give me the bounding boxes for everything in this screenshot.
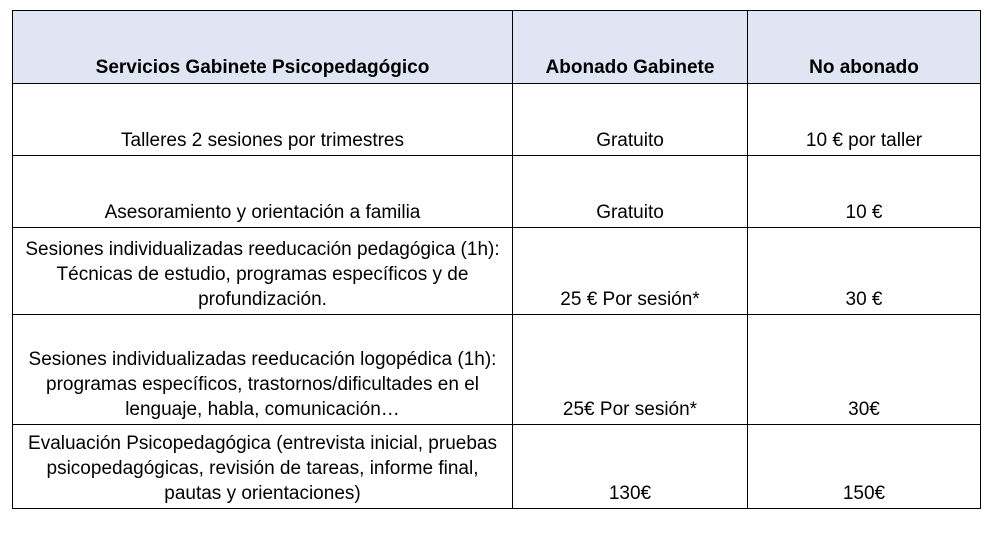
table-header-row (13, 11, 981, 84)
table-row (13, 84, 981, 156)
non-subscriber-price-cell: 10 € (748, 156, 981, 228)
header-services: Servicios Gabinete Psicopedagógico (13, 11, 513, 84)
service-cell: Talleres 2 sesiones por trimestres (13, 84, 513, 156)
subscriber-price-cell: 130€ (513, 425, 748, 509)
table-row (13, 156, 981, 228)
header-non-subscriber: No abonado (748, 11, 981, 84)
table-row (13, 315, 981, 425)
table-row (13, 425, 981, 509)
service-cell: Sesiones individualizadas reeducación logopédica (1h): programas específicos, trastornos/dificultades en el lenguaje, habla, comunicación… (13, 315, 513, 425)
pricing-table (12, 10, 981, 509)
header-subscriber: Abonado Gabinete (513, 11, 748, 84)
non-subscriber-price-cell: 30€ (748, 315, 981, 425)
service-cell: Sesiones individualizadas reeducación pedagógica (1h): Técnicas de estudio, programas específicos y de profundización. (13, 228, 513, 315)
subscriber-price-cell: 25€ Por sesión* (513, 315, 748, 425)
subscriber-price-cell: Gratuito (513, 84, 748, 156)
non-subscriber-price-cell: 10 € por taller (748, 84, 981, 156)
non-subscriber-price-cell: 30 € (748, 228, 981, 315)
table-row (13, 228, 981, 315)
subscriber-price-cell: 25 € Por sesión* (513, 228, 748, 315)
service-cell: Asesoramiento y orientación a familia (13, 156, 513, 228)
non-subscriber-price-cell: 150€ (748, 425, 981, 509)
subscriber-price-cell: Gratuito (513, 156, 748, 228)
service-cell: Evaluación Psicopedagógica (entrevista inicial, pruebas psicopedagógicas, revisión de tareas, informe final, pautas y orientaciones) (13, 425, 513, 509)
